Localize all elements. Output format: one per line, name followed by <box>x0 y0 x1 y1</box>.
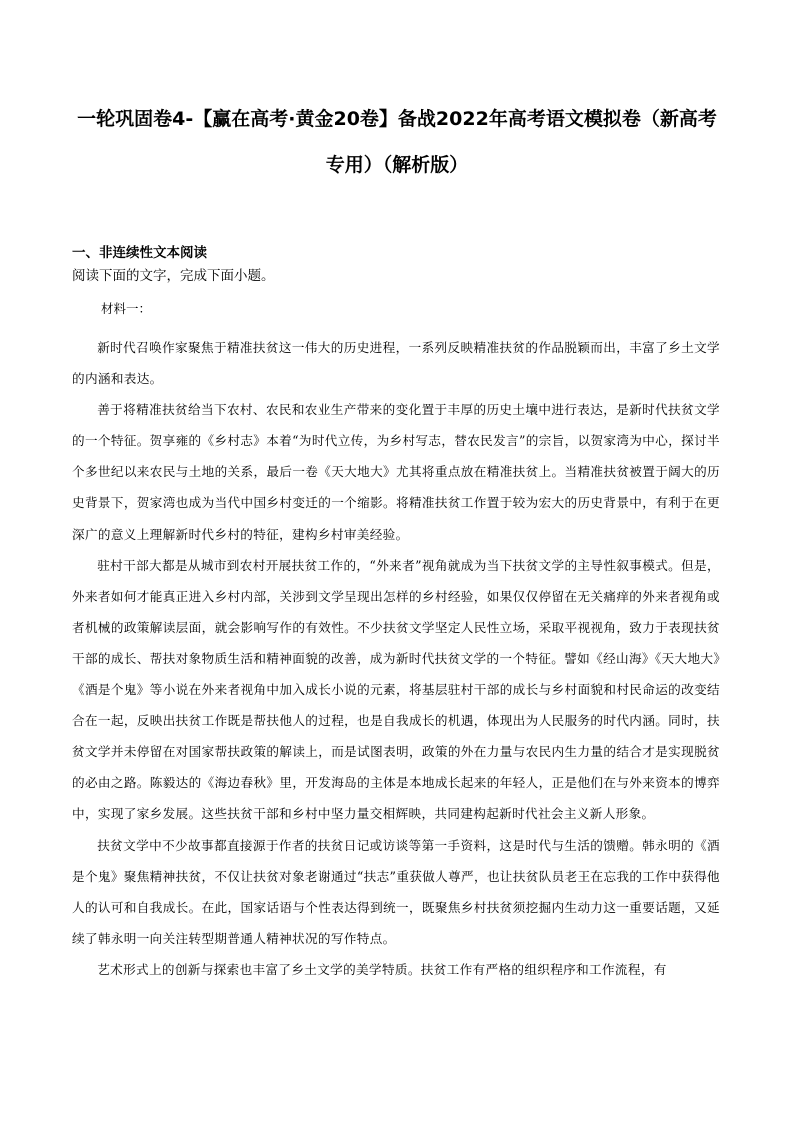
passage-paragraph: 驻村干部大都是从城市到农村开展扶贫工作的，“外来者”视角就成为当下扶贫文学的主导性叙事模式。但是，外来者如何才能真正进入乡村内部，关涉到文学呈现出怎样的乡村经验，如果仅仅停留在无关痛痒的外来者视角或者机械的政策解读层面，就会影响写作的有效性。不少扶贫文学坚定人民性立场，采取平视视角，致力于表现扶贫干部的成长、帮扶对象物质生活和精神面貌的改善，成为新时代扶贫文学的一个特征。譬如《经山海》《天大地大》《酒是个鬼》等小说在外来者视角中加入成长小说的元素，将基层驻村干部的成长与乡村面貌和村民命运的改变结合在一起，反映出扶贫工作既是帮扶他人的过程，也是自我成长的机遇，体现出为人民服务的时代内涵。同时，扶贫文学并未停留在对国家帮扶政策的解读上，而是试图表明，政策的外在力量与农民内生力量的结合才是实现脱贫的必由之路。陈毅达的《海边春秋》里，开发海岛的主体是本地成长起来的年轻人，正是他们在与外来资本的博弈中，实现了家乡发展。这些扶贫干部和乡村中坚力量交相辉映，共同建构起新时代社会主义新人形象。 <box>72 557 720 822</box>
section-heading: 一、非连续性文本阅读 <box>72 245 207 261</box>
document-title: 一轮巩固卷4-【赢在高考·黄金20卷】备战2022年高考语文模拟卷（新高考专用）（解析版） <box>77 108 717 176</box>
passage-paragraph: 艺术形式上的创新与探索也丰富了乡土文学的美学特质。扶贫工作有严格的组织程序和工作流程，有 <box>97 961 667 977</box>
material-label: 材料一： <box>101 301 152 316</box>
passage-paragraph: 新时代召唤作家聚焦于精准扶贫这一伟大的历史进程，一系列反映精准扶贫的作品脱颖而出，丰富了乡土文学的内涵和表达。 <box>72 340 720 387</box>
passage-paragraph: 扶贫文学中不少故事都直接源于作者的扶贫日记或访谈等第一手资料，这是时代与生活的馈赠。韩永明的《酒是个鬼》聚焦精神扶贫，不仅让扶贫对象老谢通过“扶志”重获做人尊严，也让扶贫队员老王在忘我的工作中获得他人的认可和自我成长。在此，国家话语与个性表达得到统一，既聚焦乡村扶贫须挖掘内生动力这一重要话题，又延续了韩永明一向关注转型期普通人精神状况的写作特点。 <box>72 837 720 946</box>
passage-body <box>72 332 720 985</box>
passage-paragraph: 善于将精准扶贫给当下农村、农民和农业生产带来的变化置于丰厚的历史土壤中进行表达，是新时代扶贫文学的一个特征。贺享雍的《乡村志》本着“为时代立传，为乡村写志，替农民发言”的宗旨，以贺家湾为中心，探讨半个多世纪以来农民与土地的关系，最后一卷《天大地大》尤其将重点放在精准扶贫上。当精准扶贫被置于阔大的历史背景下，贺家湾也成为当代中国乡村变迁的一个缩影。将精准扶贫工作置于较为宏大的历史背景中，有利于在更深广的意义上理解新时代乡村的特征，建构乡村审美经验。 <box>72 402 720 542</box>
reading-instruction: 阅读下面的文字，完成下面小题。 <box>72 268 275 284</box>
